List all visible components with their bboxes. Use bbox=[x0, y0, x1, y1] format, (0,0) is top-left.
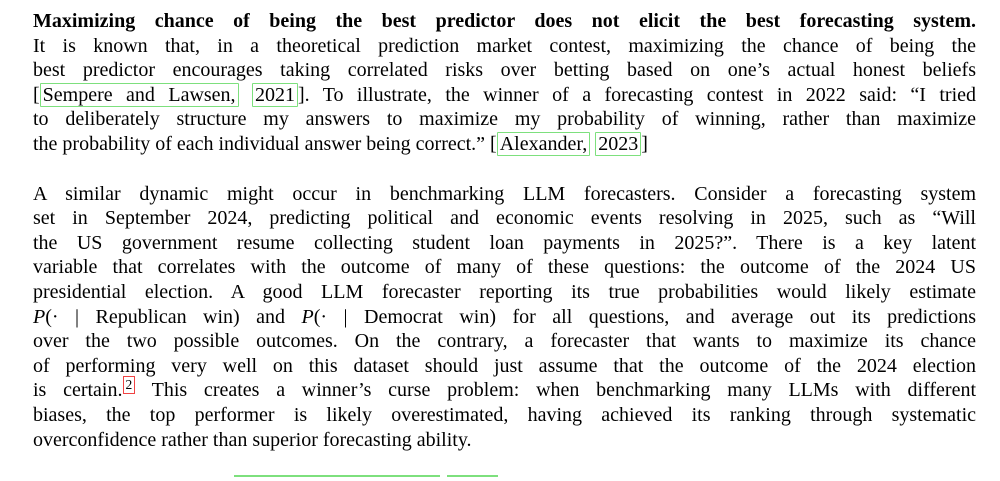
citation-link[interactable]: 2021 bbox=[252, 83, 298, 107]
text-line bbox=[33, 182, 976, 207]
text-run: presidential election. A good LLM forecaster reporting its true probabilities would likely estimate bbox=[33, 280, 976, 303]
text-run: biases, the top performer is likely overestimated, having achieved its ranking through systematic bbox=[33, 403, 976, 426]
text-line bbox=[33, 280, 976, 305]
text-line bbox=[33, 255, 976, 280]
paragraph bbox=[33, 9, 976, 157]
text-line bbox=[33, 83, 976, 108]
text-run: the probability of each individual answer being correct.” [ bbox=[33, 132, 497, 155]
text-line bbox=[33, 206, 976, 231]
paragraph bbox=[33, 182, 976, 453]
text-run: (· | Democrat win) for all questions, and average out its predictions bbox=[313, 305, 976, 328]
text-run: over the two possible outcomes. On the contrary, a forecaster that wants to maximize its chance bbox=[33, 330, 976, 353]
text-run: P bbox=[301, 305, 314, 328]
text-run: Maximizing chance of being the best predictor does not elicit the best forecasting system. bbox=[33, 10, 976, 32]
citation-link[interactable]: 2023 bbox=[595, 132, 641, 156]
text-run: set in September 2024, predicting political and economic events resolving in 2025, such as “Will bbox=[33, 207, 976, 230]
text-run: best predictor encourages taking correlated risks over betting based on one’s actual honest beliefs bbox=[33, 59, 976, 82]
text-line bbox=[33, 428, 976, 453]
text-run: variable that correlates with the outcome of many of these questions: the outcome of the 2024 US bbox=[33, 256, 976, 279]
text-line bbox=[33, 354, 976, 379]
text-line bbox=[33, 107, 976, 132]
text-line bbox=[33, 58, 976, 83]
text-run: (· | Republican win) and bbox=[45, 305, 302, 328]
text-run: the US government resume collecting student loan payments in 2025?”. There is a key latent bbox=[33, 231, 976, 254]
text-line bbox=[33, 329, 976, 354]
text-line bbox=[33, 34, 976, 59]
text-run: ]. To illustrate, the winner of a forecasting contest in 2022 said: “I tried bbox=[297, 83, 977, 106]
text-line bbox=[33, 231, 976, 256]
text-run: to deliberately structure my answers to maximize my probability of winning, rather than maximize bbox=[33, 108, 976, 131]
text-run: of performing very well on this dataset should just assume that the outcome of the 2024 election bbox=[33, 354, 976, 377]
text-run: is certain. bbox=[33, 379, 123, 402]
clipped-citation-box[interactable] bbox=[447, 475, 498, 481]
text-line bbox=[33, 305, 976, 330]
citation-link[interactable]: Alexander, bbox=[497, 132, 591, 156]
text-line bbox=[33, 378, 976, 403]
text-line bbox=[33, 9, 976, 34]
text-run: [ bbox=[33, 83, 40, 106]
text-run bbox=[239, 84, 252, 106]
citation-link[interactable]: Sempere and Lawsen, bbox=[40, 83, 239, 107]
text-run: overconfidence rather than superior forecasting ability. bbox=[33, 428, 472, 451]
text-run: This creates a winner’s curse problem: when benchmarking many LLMs with different bbox=[135, 379, 976, 402]
text-run: P bbox=[33, 305, 46, 328]
text-line bbox=[33, 132, 976, 157]
text-line bbox=[33, 403, 976, 428]
text-run: It is known that, in a theoretical prediction market contest, maximizing the chance of being the bbox=[33, 34, 976, 57]
clipped-citation-box[interactable] bbox=[234, 475, 440, 481]
text-run: ] bbox=[641, 132, 648, 155]
document-text bbox=[33, 9, 976, 452]
footnote-link[interactable]: 2 bbox=[123, 376, 136, 394]
text-run: A similar dynamic might occur in benchmarking LLM forecasters. Consider a forecasting system bbox=[33, 182, 976, 205]
